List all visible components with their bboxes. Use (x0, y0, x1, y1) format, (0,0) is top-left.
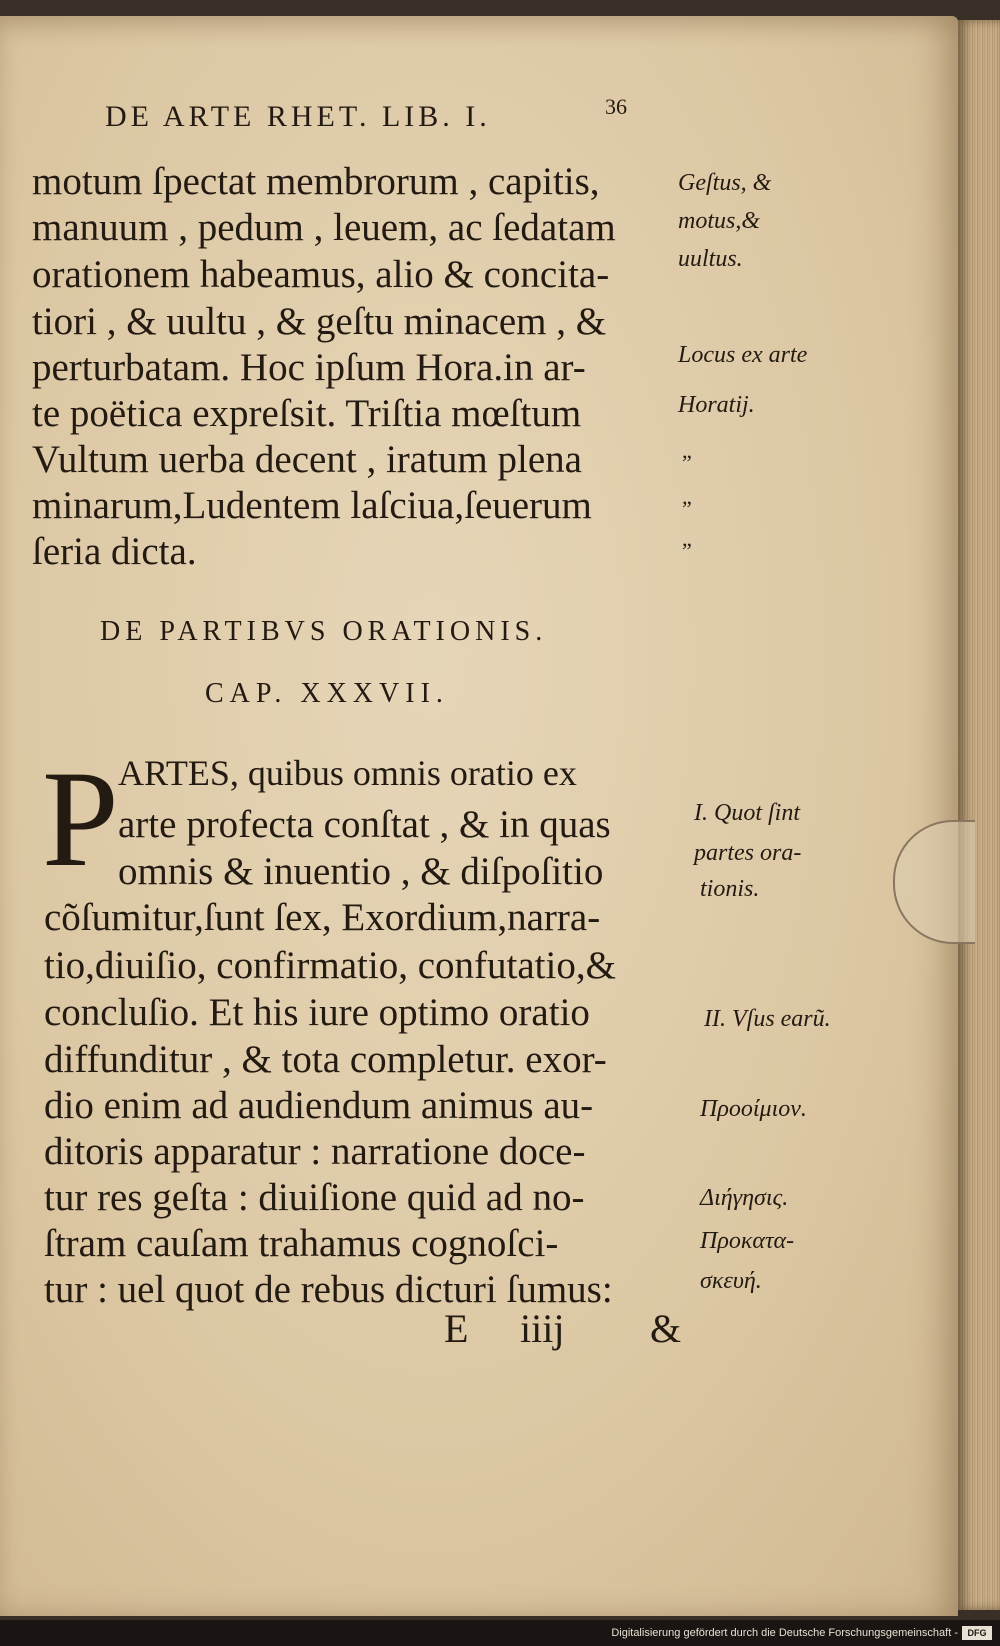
signature-numeral: iiij (520, 1306, 565, 1351)
margin-note: σκευή. (700, 1268, 762, 1294)
body-line: ſeria dicta. (32, 530, 197, 573)
body-line: perturbatam. Hoc ipſum Hora.in ar- (32, 346, 586, 389)
running-title: DE ARTE RHET. LIB. I. (105, 100, 491, 133)
quote-mark: „ (682, 526, 692, 551)
body-line: ſtram cauſam trahamus cognoſci- (44, 1222, 559, 1265)
body-line: Vultum uerba decent , iratum plena (32, 438, 582, 481)
margin-note: II. Vſus earũ. (704, 1006, 831, 1032)
body-line: ARTES, quibus omnis oratio ex (118, 753, 577, 793)
body-line: tur : uel quot de rebus dicturi ſumus: (44, 1268, 613, 1311)
margin-note: tionis. (700, 876, 760, 902)
margin-note: Geſtus, & (678, 170, 772, 196)
quote-mark: „ (682, 438, 692, 463)
body-line: diffunditur , & tota completur. exor- (44, 1038, 607, 1081)
margin-note: partes ora- (694, 840, 802, 866)
body-line: omnis & inuentio , & diſpoſitio (118, 850, 604, 893)
margin-note: uultus. (678, 246, 743, 272)
body-line: manuum , pedum , leuem, ac ſedatam (32, 206, 616, 249)
margin-note: Horatij. (678, 392, 755, 418)
body-line: ditoris apparatur : narratione doce- (44, 1130, 586, 1173)
body-line: te poëtica expreſsit. Triſtia mœſtum (32, 392, 582, 435)
body-line: cõſumitur,ſunt ſex, Exordium,narra- (44, 896, 601, 939)
signature-mark: E (444, 1306, 469, 1351)
body-line: tur res geſta : diuiſione quid ad no- (44, 1176, 585, 1219)
quote-mark: „ (682, 484, 692, 509)
body-line: arte profecta conſtat , & in quas (118, 803, 611, 846)
margin-note: Διήγησις. (700, 1185, 789, 1211)
body-line: orationem habeamus, alio & concita- (32, 253, 610, 296)
book-fore-edge (958, 20, 1000, 1610)
margin-note: Προκατα- (700, 1228, 795, 1254)
margin-note: motus,& (678, 208, 761, 234)
section-heading: DE PARTIBVS ORATIONIS. (100, 616, 548, 647)
margin-note: I. Quot ſint (694, 800, 800, 826)
digitization-credit: Digitalisierung gefördert durch die Deutsche Forschungsgemeinschaft - (611, 1627, 958, 1639)
margin-note: Locus ex arte (678, 342, 808, 368)
body-line: tio,diuiſio, confirmatio, confutatio,& (44, 944, 616, 987)
body-line: dio enim ad audiendum animus au- (44, 1084, 594, 1127)
running-header (105, 94, 665, 134)
drop-cap: P (42, 742, 119, 895)
chapter-number: CAP. XXXVII. (205, 678, 449, 709)
page-number: 36 (605, 94, 627, 119)
body-line: motum ſpectat membrorum , capitis, (32, 160, 600, 203)
dfg-logo: DFG (962, 1626, 992, 1640)
body-line: concluſio. Et his iure optimo oratio (44, 991, 590, 1034)
catchword: & (650, 1306, 682, 1351)
body-line: tiori , & uultu , & geſtu minacem , & (32, 300, 607, 343)
body-line: minarum,Ludentem laſciua,ſeuerum (32, 484, 592, 527)
margin-note: Προοίμιον. (700, 1096, 807, 1122)
